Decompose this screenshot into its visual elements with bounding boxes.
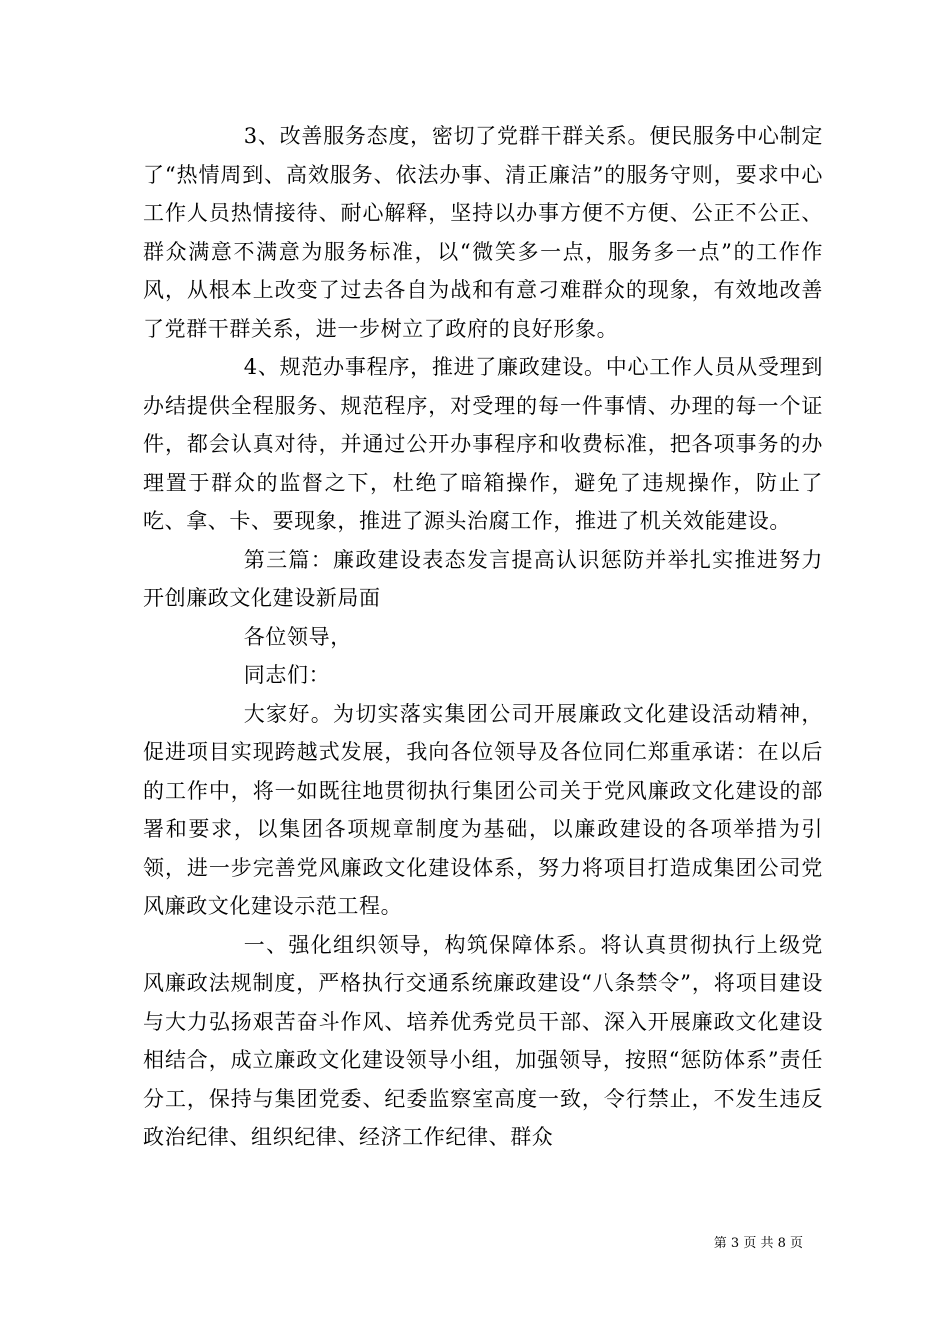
page-number-footer: 第 3 页 共 8 页 bbox=[713, 1236, 803, 1251]
document-body bbox=[143, 117, 823, 1157]
salutation-leaders: 各位领导， bbox=[243, 624, 352, 649]
paragraph-section-one: 一、强化组织领导，构筑保障体系。将认真贯彻执行上级党风廉政法规制度，严格执行交通系统廉政建设“八条禁令”，将项目建设与大力弘扬艰苦奋斗作风、培养优秀党员干部、深入开展廉政文化建设相结合，成立廉政文化建设领导小组，加强领导，按照“惩防体系”责任分工，保持与集团党委、纪委监察室高度一致，令行禁止，不发生违反政治纪律、组织纪律、经济工作纪律、群众 bbox=[143, 932, 823, 1149]
paragraph-standardize-procedures: 4、规范办事程序，推进了廉政建设。中心工作人员从受理到办结提供全程服务、规范程序，对受理的每一件事情、办理的每一个证件，都会认真对待，并通过公开办事程序和收费标准，把各项事务的办理置于群众的监督之下，杜绝了暗箱操作，避免了违规操作，防止了吃、拿、卡、要现象，推进了源头治腐工作，推进了机关效能建设。 bbox=[143, 355, 823, 533]
paragraph-service-attitude: 3、改善服务态度，密切了党群干群关系。便民服务中心制定了“热情周到、高效服务、依法办事、清正廉洁”的服务守则，要求中心工作人员热情接待、耐心解释，坚持以办事方便不方便、公正不公正、群众满意不满意为服务标准，以“微笑多一点，服务多一点”的工作作风，从根本上改变了过去各自为战和有意刁难群众的现象，有效地改善了党群干群关系，进一步树立了政府的良好形象。 bbox=[143, 124, 823, 341]
section-title: 第三篇：廉政建设表态发言提高认识惩防并举扎实推进努力开创廉政文化建设新局面 bbox=[143, 547, 823, 610]
salutation-comrades: 同志们： bbox=[243, 663, 331, 687]
paragraph-intro: 大家好。为切实落实集团公司开展廉政文化建设活动精神，促进项目实现跨越式发展，我向各位领导及各位同仁郑重承诺：在以后的工作中，将一如既往地贯彻执行集团公司关于党风廉政文化建设的部署和要求，以集团各项规章制度为基础，以廉政建设的各项举措为引领，进一步完善党风廉政文化建设体系，努力将项目打造成集团公司党风廉政文化建设示范工程。 bbox=[143, 701, 823, 918]
